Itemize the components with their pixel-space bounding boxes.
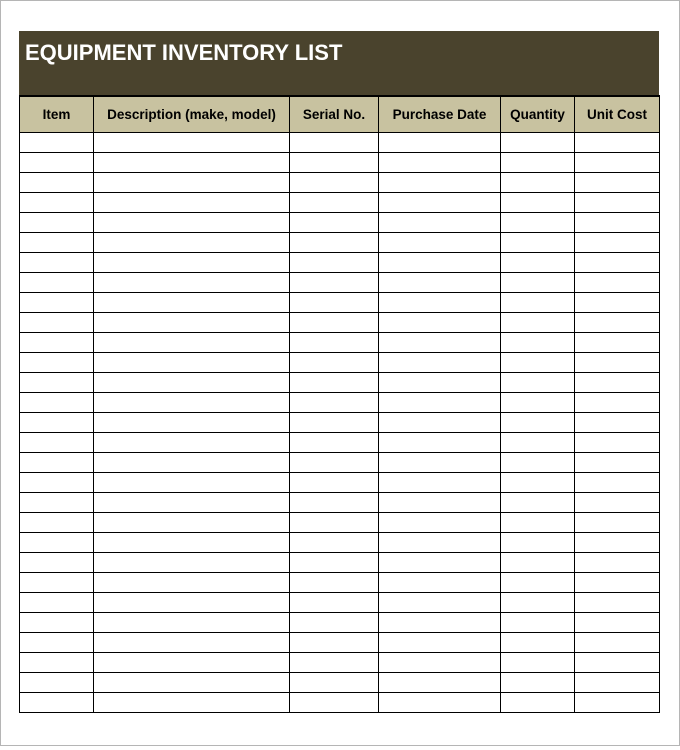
table-cell[interactable] (501, 532, 575, 552)
table-cell[interactable] (290, 472, 379, 492)
table-row (20, 432, 660, 452)
table-cell[interactable] (94, 352, 290, 372)
table-cell[interactable] (575, 512, 660, 532)
table-cell[interactable] (379, 452, 501, 472)
table-cell[interactable] (94, 132, 290, 152)
table-cell[interactable] (501, 432, 575, 452)
table-cell[interactable] (379, 192, 501, 212)
table-cell[interactable] (290, 232, 379, 252)
table-cell[interactable] (20, 192, 94, 212)
table-cell[interactable] (575, 172, 660, 192)
table-cell[interactable] (290, 312, 379, 332)
table-cell[interactable] (20, 592, 94, 612)
table-cell[interactable] (94, 332, 290, 352)
table-cell[interactable] (379, 412, 501, 432)
table-cell[interactable] (575, 192, 660, 212)
table-row (20, 212, 660, 232)
table-cell[interactable] (575, 572, 660, 592)
table-cell[interactable] (379, 272, 501, 292)
table-cell[interactable] (575, 392, 660, 412)
table-cell[interactable] (20, 692, 94, 712)
table-cell[interactable] (94, 392, 290, 412)
table-cell[interactable] (575, 352, 660, 372)
table-cell[interactable] (575, 452, 660, 472)
table-cell[interactable] (94, 252, 290, 272)
table-row (20, 652, 660, 672)
table-cell[interactable] (290, 132, 379, 152)
table-cell[interactable] (20, 612, 94, 632)
table-cell[interactable] (501, 672, 575, 692)
table-cell[interactable] (379, 392, 501, 412)
table-cell[interactable] (501, 612, 575, 632)
table-cell[interactable] (501, 192, 575, 212)
table-row (20, 452, 660, 472)
table-cell[interactable] (20, 452, 94, 472)
table-cell[interactable] (20, 632, 94, 652)
table-cell[interactable] (290, 432, 379, 452)
table-cell[interactable] (501, 132, 575, 152)
table-cell[interactable] (379, 552, 501, 572)
title-bar (19, 31, 659, 95)
table-cell[interactable] (501, 492, 575, 512)
table-cell[interactable] (379, 632, 501, 652)
table-cell[interactable] (575, 232, 660, 252)
table-cell[interactable] (290, 652, 379, 672)
table-row (20, 532, 660, 552)
table-row (20, 552, 660, 572)
table-row (20, 592, 660, 612)
table-cell[interactable] (20, 652, 94, 672)
table-cell[interactable] (20, 412, 94, 432)
column-header-unit-cost: Unit Cost (575, 96, 660, 132)
table-cell[interactable] (94, 452, 290, 472)
table-cell[interactable] (575, 152, 660, 172)
table-cell[interactable] (94, 472, 290, 492)
table-cell[interactable] (575, 272, 660, 292)
table-cell[interactable] (20, 532, 94, 552)
table-cell[interactable] (94, 632, 290, 652)
table-cell[interactable] (94, 412, 290, 432)
table-cell[interactable] (20, 572, 94, 592)
table-cell[interactable] (20, 212, 94, 232)
table-cell[interactable] (575, 292, 660, 312)
table-cell[interactable] (575, 632, 660, 652)
table-cell[interactable] (20, 672, 94, 692)
table-cell[interactable] (575, 132, 660, 152)
table-cell[interactable] (290, 392, 379, 412)
table-cell[interactable] (20, 432, 94, 452)
table-cell[interactable] (290, 592, 379, 612)
table-row (20, 232, 660, 252)
table-cell[interactable] (575, 412, 660, 432)
table-cell[interactable] (94, 312, 290, 332)
table-cell[interactable] (290, 552, 379, 572)
table-cell[interactable] (501, 572, 575, 592)
table-cell[interactable] (501, 332, 575, 352)
table-cell[interactable] (379, 212, 501, 232)
table-row (20, 672, 660, 692)
table-row (20, 572, 660, 592)
table-cell[interactable] (290, 372, 379, 392)
table-cell[interactable] (20, 152, 94, 172)
table-cell[interactable] (94, 272, 290, 292)
table-cell[interactable] (379, 692, 501, 712)
table-cell[interactable] (379, 492, 501, 512)
table-row (20, 412, 660, 432)
table-cell[interactable] (575, 492, 660, 512)
table-cell[interactable] (20, 372, 94, 392)
table-cell[interactable] (290, 252, 379, 272)
table-cell[interactable] (379, 512, 501, 532)
table-cell[interactable] (501, 352, 575, 372)
table-row (20, 152, 660, 172)
column-header-item: Item (20, 96, 94, 132)
table-cell[interactable] (575, 372, 660, 392)
table-cell[interactable] (290, 512, 379, 532)
table-cell[interactable] (94, 652, 290, 672)
table-cell[interactable] (501, 232, 575, 252)
table-cell[interactable] (501, 412, 575, 432)
table-row (20, 372, 660, 392)
table-cell[interactable] (20, 392, 94, 412)
table-cell[interactable] (575, 252, 660, 272)
table-cell[interactable] (290, 192, 379, 212)
table-cell[interactable] (94, 212, 290, 232)
table-cell[interactable] (379, 432, 501, 452)
table-cell[interactable] (575, 692, 660, 712)
header-row (20, 96, 660, 132)
table-cell[interactable] (94, 512, 290, 532)
table-row (20, 632, 660, 652)
table-cell[interactable] (20, 352, 94, 372)
table-cell[interactable] (290, 272, 379, 292)
table-cell[interactable] (290, 532, 379, 552)
inventory-table (19, 95, 660, 713)
table-cell[interactable] (20, 292, 94, 312)
table-cell[interactable] (379, 252, 501, 272)
table-row (20, 292, 660, 312)
table-cell[interactable] (290, 612, 379, 632)
column-header-quantity: Quantity (501, 96, 575, 132)
table-cell[interactable] (379, 292, 501, 312)
table-cell[interactable] (501, 692, 575, 712)
table-cell[interactable] (575, 532, 660, 552)
table-cell[interactable] (379, 132, 501, 152)
table-cell[interactable] (94, 592, 290, 612)
table-cell[interactable] (575, 612, 660, 632)
table-cell[interactable] (575, 652, 660, 672)
table-cell[interactable] (575, 312, 660, 332)
table-cell[interactable] (290, 412, 379, 432)
table-cell[interactable] (94, 692, 290, 712)
table-cell[interactable] (20, 132, 94, 152)
inventory-sheet (19, 31, 659, 713)
table-cell[interactable] (379, 172, 501, 192)
table-cell[interactable] (94, 292, 290, 312)
table-cell[interactable] (501, 172, 575, 192)
table-cell[interactable] (501, 292, 575, 312)
table-cell[interactable] (501, 212, 575, 232)
table-cell[interactable] (94, 572, 290, 592)
table-cell[interactable] (290, 292, 379, 312)
table-row (20, 392, 660, 412)
table-cell[interactable] (290, 452, 379, 472)
table-cell[interactable] (501, 472, 575, 492)
table-row (20, 332, 660, 352)
table-cell[interactable] (575, 592, 660, 612)
table-cell[interactable] (290, 632, 379, 652)
table-cell[interactable] (379, 352, 501, 372)
table-row (20, 512, 660, 532)
table-cell[interactable] (20, 492, 94, 512)
table-row (20, 692, 660, 712)
page-title: EQUIPMENT INVENTORY LIST (25, 40, 343, 65)
table-cell[interactable] (501, 372, 575, 392)
table-cell[interactable] (20, 552, 94, 572)
table-cell[interactable] (379, 652, 501, 672)
table-cell[interactable] (379, 372, 501, 392)
table-cell[interactable] (501, 552, 575, 572)
table-cell[interactable] (379, 612, 501, 632)
table-body (20, 132, 660, 712)
table-row (20, 132, 660, 152)
table-cell[interactable] (379, 592, 501, 612)
table-cell[interactable] (501, 152, 575, 172)
table-row (20, 252, 660, 272)
table-cell[interactable] (379, 472, 501, 492)
table-cell[interactable] (20, 232, 94, 252)
table-cell[interactable] (290, 212, 379, 232)
table-row (20, 492, 660, 512)
table-row (20, 192, 660, 212)
table-cell[interactable] (501, 452, 575, 472)
table-cell[interactable] (94, 672, 290, 692)
table-row (20, 312, 660, 332)
table-cell[interactable] (379, 232, 501, 252)
table-cell[interactable] (20, 472, 94, 492)
table-cell[interactable] (501, 652, 575, 672)
table-cell[interactable] (501, 592, 575, 612)
table-cell[interactable] (20, 312, 94, 332)
table-cell[interactable] (94, 532, 290, 552)
table-cell[interactable] (379, 672, 501, 692)
table-cell[interactable] (290, 352, 379, 372)
table-cell[interactable] (379, 152, 501, 172)
column-header-purchase-date: Purchase Date (379, 96, 501, 132)
table-cell[interactable] (575, 432, 660, 452)
table-cell[interactable] (575, 672, 660, 692)
table-row (20, 172, 660, 192)
table-cell[interactable] (94, 152, 290, 172)
table-cell[interactable] (379, 332, 501, 352)
column-header-description: Description (make, model) (94, 96, 290, 132)
table-cell[interactable] (575, 212, 660, 232)
table-cell[interactable] (379, 532, 501, 552)
table-cell[interactable] (94, 372, 290, 392)
table-cell[interactable] (575, 332, 660, 352)
table-cell[interactable] (501, 252, 575, 272)
table-cell[interactable] (94, 172, 290, 192)
table-cell[interactable] (575, 472, 660, 492)
table-row (20, 272, 660, 292)
table-cell[interactable] (501, 632, 575, 652)
table-cell[interactable] (379, 312, 501, 332)
table-cell[interactable] (94, 192, 290, 212)
table-cell[interactable] (501, 272, 575, 292)
table-cell[interactable] (501, 392, 575, 412)
table-cell[interactable] (290, 332, 379, 352)
column-header-serial-no: Serial No. (290, 96, 379, 132)
table-cell[interactable] (575, 552, 660, 572)
table-cell[interactable] (20, 332, 94, 352)
table-cell[interactable] (290, 492, 379, 512)
table-cell[interactable] (94, 552, 290, 572)
table-cell[interactable] (94, 612, 290, 632)
table-cell[interactable] (290, 572, 379, 592)
table-row (20, 472, 660, 492)
table-cell[interactable] (20, 172, 94, 192)
table-row (20, 352, 660, 372)
table-cell[interactable] (20, 252, 94, 272)
table-cell[interactable] (501, 312, 575, 332)
table-row (20, 612, 660, 632)
table-cell[interactable] (20, 272, 94, 292)
table-cell[interactable] (94, 432, 290, 452)
table-cell[interactable] (290, 692, 379, 712)
table-cell[interactable] (501, 512, 575, 532)
table-cell[interactable] (94, 492, 290, 512)
table-cell[interactable] (290, 172, 379, 192)
table-cell[interactable] (379, 572, 501, 592)
table-cell[interactable] (94, 232, 290, 252)
table-cell[interactable] (290, 672, 379, 692)
table-cell[interactable] (20, 512, 94, 532)
table-cell[interactable] (290, 152, 379, 172)
